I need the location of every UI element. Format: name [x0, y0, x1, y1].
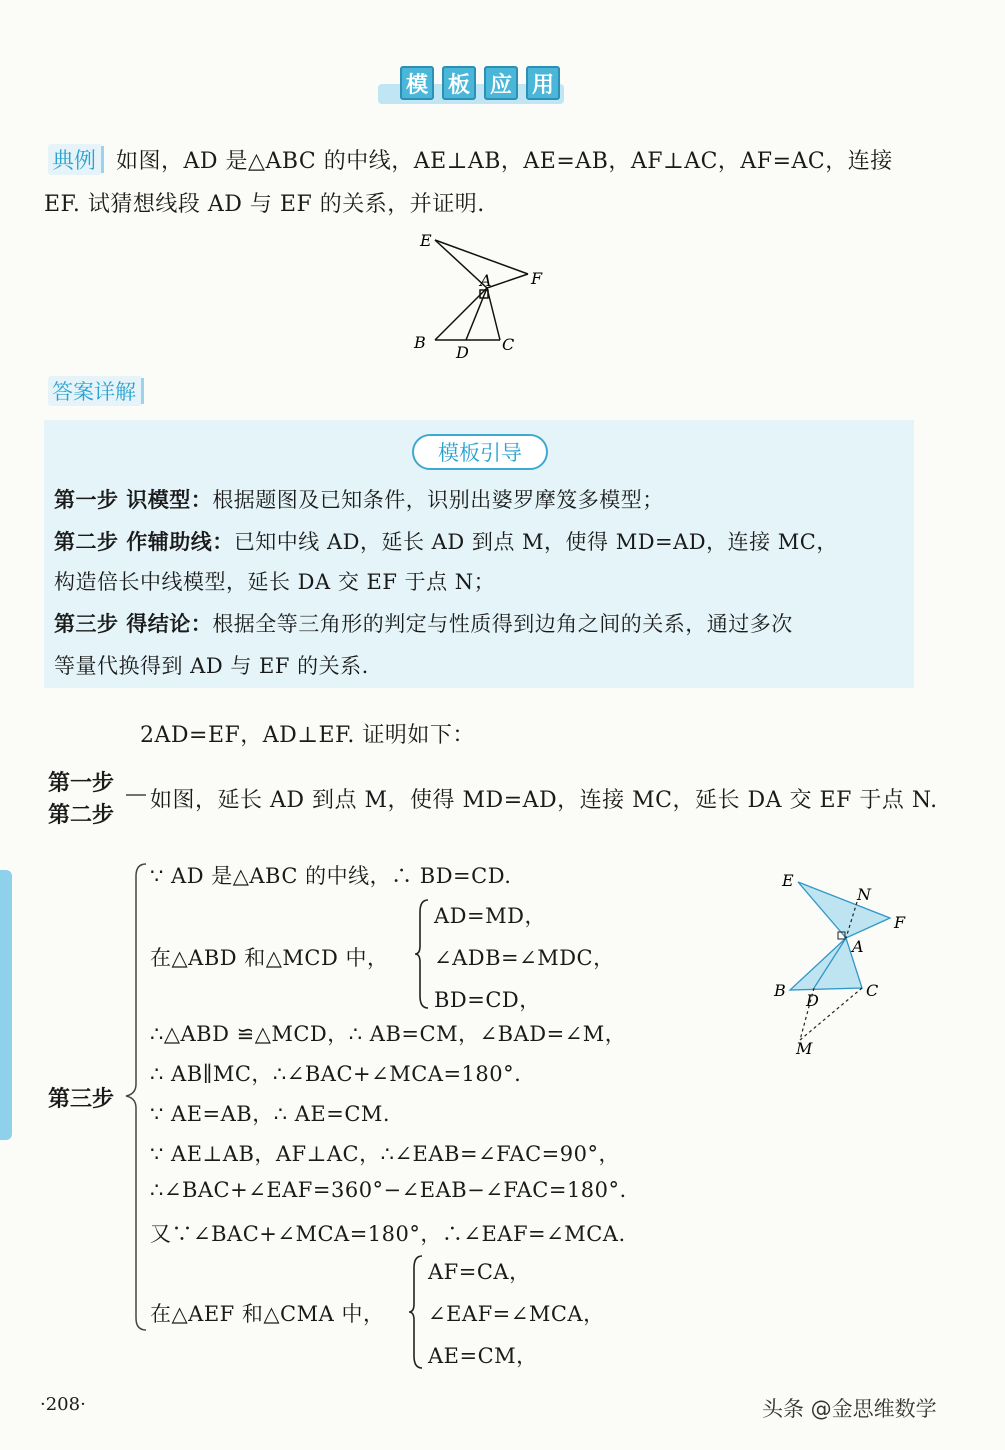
proof-line: ∴ AB∥MC，∴∠BAC+∠MCA=180°. — [150, 1062, 522, 1086]
step12-text: 如图，延长 AD 到点 M，使得 MD=AD，连接 MC，延长 DA 交 EF 于点 N. — [150, 788, 938, 813]
system-2-brace — [408, 1254, 424, 1370]
example-line-1: 如图，AD 是△ABC 的中线，AE⊥AB，AE=AB，AF⊥AC，AF=AC，连接 — [116, 149, 893, 174]
guide-step-2-cont: 构造倍长中线模型，延长 DA 交 EF 于点 N； — [54, 570, 496, 594]
proof-line: 又∵∠BAC+∠MCA=180°，∴∠EAF=∠MCA. — [150, 1222, 626, 1246]
guide-step-2-text: 已知中线 AD，延长 AD 到点 M，使得 MD=AD，连接 MC， — [233, 530, 838, 554]
proof-line: ∵ AD 是△ABC 的中线，∴ BD=CD. — [150, 864, 512, 888]
page-number: ·208· — [40, 1394, 86, 1415]
system-2-line: AE=CM， — [428, 1344, 538, 1368]
system-2-line: ∠EAF=∠MCA， — [428, 1302, 605, 1326]
system-1-line: BD=CD， — [434, 988, 541, 1012]
example-line-2: EF. 试猜想线段 AD 与 EF 的关系，并证明. — [44, 192, 485, 217]
figure2-label: F — [894, 913, 906, 932]
figure2-label: B — [774, 981, 786, 1000]
proof-line: ∴∠BAC+∠EAF=360°−∠EAB−∠FAC=180°. — [150, 1178, 627, 1202]
guide-pill: 模板引导 — [412, 434, 548, 470]
proof-line: 在△AEF 和△CMA 中， — [150, 1302, 385, 1326]
claim: 2AD=EF，AD⊥EF. 证明如下： — [140, 723, 475, 748]
side-strip — [0, 870, 12, 1140]
figure1-label: B — [414, 333, 426, 352]
figure1-label: D — [456, 343, 469, 362]
guide-step-1-text: 根据题图及已知条件，识别出婆罗摩笈多模型； — [212, 488, 664, 512]
step3-brace — [124, 862, 148, 1332]
example-tag: 典例 — [48, 144, 102, 175]
figure1-label: A — [480, 271, 492, 290]
title-char: 模 — [400, 66, 434, 100]
title-char: 板 — [442, 66, 476, 100]
title-char: 用 — [526, 66, 560, 100]
guide-step-2-head: 第二步 作辅助线： — [54, 530, 234, 554]
guide-step-2 — [54, 526, 838, 556]
guide-step-3 — [54, 608, 793, 638]
figure2-label: M — [796, 1039, 813, 1058]
figure1-label: E — [420, 231, 432, 250]
step-2-label: 第二步 — [48, 803, 115, 828]
guide-step-1 — [54, 484, 664, 514]
step12-connector — [124, 780, 148, 810]
proof-line: 在△ABD 和△MCD 中， — [150, 946, 389, 970]
step-3-label: 第三步 — [48, 1087, 115, 1112]
figure2-label: N — [857, 885, 871, 904]
guide-step-3-cont: 等量代换得到 AD 与 EF 的关系. — [54, 654, 369, 678]
title-char: 应 — [484, 66, 518, 100]
system-1-line: ∠ADB=∠MDC， — [434, 946, 615, 970]
guide-step-3-head: 第三步 得结论： — [54, 612, 213, 636]
watermark: 头条 @金思维数学 — [762, 1397, 937, 1421]
proof-line: ∴△ABD ≌△MCD，∴ AB=CM，∠BAD=∠M， — [150, 1022, 627, 1046]
figure2-label: D — [806, 991, 819, 1010]
system-1-brace — [414, 898, 430, 1010]
proof-line: ∵ AE⊥AB，AF⊥AC，∴∠EAB=∠FAC=90°， — [150, 1142, 620, 1166]
system-2-line: AF=CA， — [428, 1260, 531, 1284]
figure-1 — [410, 228, 560, 363]
figure2-label: E — [782, 871, 794, 890]
section-title — [378, 62, 564, 108]
proof-line: ∵ AE=AB，∴ AE=CM. — [150, 1102, 391, 1126]
figure-2 — [770, 868, 920, 1058]
guide-step-3-text: 根据全等三角形的判定与性质得到边角之间的关系，通过多次 — [212, 612, 793, 636]
figure2-label: C — [866, 981, 879, 1000]
step-1-label: 第一步 — [48, 771, 115, 796]
figure1-label: C — [502, 335, 515, 354]
figure2-label: A — [852, 937, 864, 956]
guide-step-1-head: 第一步 识模型： — [54, 488, 213, 512]
answer-tag: 答案详解 — [48, 376, 142, 406]
figure1-label: F — [531, 269, 543, 288]
system-1-line: AD=MD， — [434, 904, 546, 928]
